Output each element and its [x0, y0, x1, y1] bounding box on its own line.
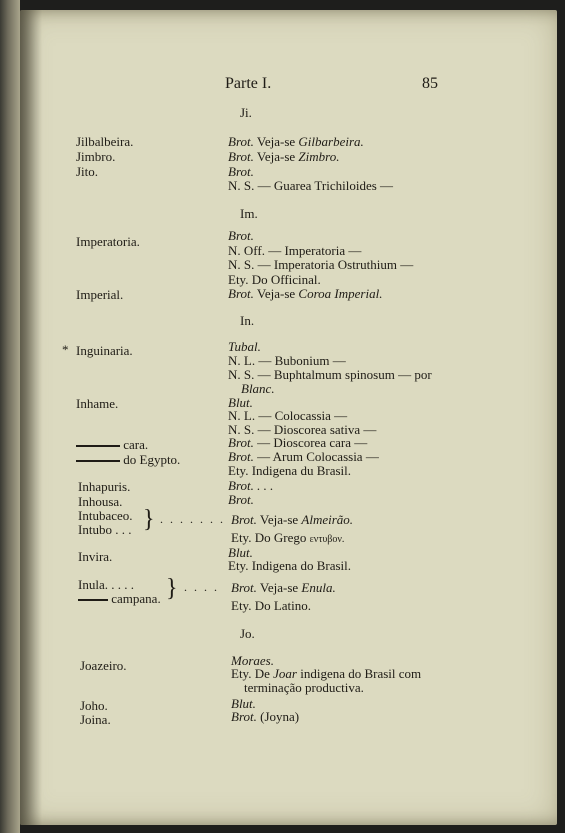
entry-joho: Joho.: [80, 698, 108, 713]
entry-inguinaria: Inguinaria.: [76, 343, 133, 358]
entry-imperatoria: Imperatoria.: [76, 234, 140, 249]
gloss-line-7: N. S. — Imperatoria Ostruthium —: [228, 257, 414, 272]
gloss-line-3: Brot.: [228, 164, 254, 179]
gloss-line-27: Ety. Do Latino.: [231, 598, 312, 613]
page-number: 85: [422, 75, 438, 92]
gloss-line-2: Brot. Veja-se Zimbro.: [228, 149, 340, 164]
gloss-line-25: Ety. Indigena do Brasil.: [228, 558, 351, 573]
gloss-line-16: N. S. — Dioscorea sativa —: [228, 422, 377, 437]
gloss-line-8: Ety. Do Officinal.: [228, 272, 321, 287]
gloss-line-19: Ety. Indigena du Brasil.: [228, 463, 351, 478]
gloss-line-23: Ety. Do Grego εντυβον.: [231, 530, 345, 545]
gloss-line-31: Blut.: [231, 696, 256, 711]
entry-joazeiro: Joazeiro.: [80, 658, 127, 673]
gloss-line-11: N. L. — Bubonium —: [228, 353, 346, 368]
gloss-line-14: Blut.: [228, 395, 253, 410]
entry-inula-campana: campana.: [78, 591, 161, 606]
gloss-line-13: Blanc.: [241, 381, 275, 396]
entry-inula: Inula. . . . .: [78, 577, 134, 592]
entry-inhame-do-egypto: do Egypto.: [76, 452, 180, 467]
section-label-im: Im.: [240, 206, 258, 221]
entry-inhousa: Inhousa.: [78, 494, 123, 509]
previous-page-edge: [0, 0, 20, 833]
entry-intubo: Intubo . . .: [78, 522, 132, 537]
gloss-line-10: Tubal.: [228, 339, 261, 354]
entry-intubaceo: Intubaceo.: [78, 508, 133, 523]
brace-intubo: }: [143, 505, 155, 533]
entry-inhame: Inhame.: [76, 396, 119, 411]
brace-inula: }: [166, 574, 178, 602]
gloss-line-6: N. Off. — Imperatoria —: [228, 243, 362, 258]
entry-inhame-cara: cara.: [76, 437, 148, 452]
gloss-line-21: Brot.: [228, 492, 254, 507]
leader-dots-inula: . . . .: [184, 580, 219, 594]
page-header-title: Parte I.: [225, 75, 272, 92]
gloss-line-5: Brot.: [228, 228, 254, 243]
gloss-line-4: N. S. — Guarea Trichiloides —: [228, 178, 394, 193]
gloss-line-9: Brot. Veja-se Coroa Imperial.: [228, 286, 383, 301]
page-gutter-shadow: [20, 10, 42, 825]
gloss-line-12: N. S. — Buphtalmum spinosum — por: [228, 367, 432, 382]
gloss-line-18: Brot. — Arum Colocassia —: [228, 449, 379, 464]
gloss-line-29: Ety. De Joar indigena do Brasil com: [231, 666, 422, 681]
gloss-line-28: Moraes.: [231, 653, 274, 668]
entry-imperial: Imperial.: [76, 287, 124, 302]
inguinaria-asterisk: *: [62, 342, 69, 357]
gloss-line-32: Brot. (Joyna): [231, 709, 300, 724]
gloss-line-1: Brot. Veja-se Gilbarbeira.: [228, 134, 364, 149]
entry-inhapuris: Inhapuris.: [78, 479, 131, 494]
gloss-line-20: Brot. . . .: [228, 478, 274, 493]
gloss-line-22: Brot. Veja-se Almeirão.: [231, 512, 354, 527]
section-label-jo: Jo.: [240, 626, 255, 641]
section-label-ji: Ji.: [240, 105, 252, 120]
section-label-in: In.: [240, 313, 255, 328]
gloss-line-24: Blut.: [228, 545, 253, 560]
entry-jito: Jito.: [76, 164, 99, 179]
gloss-line-17: Brot. — Dioscorea cara —: [228, 435, 368, 450]
gloss-line-30: terminação productiva.: [244, 680, 364, 695]
entry-jilbalbeira: Jilbalbeira.: [76, 134, 134, 149]
leader-dots-intubo: . . . . . . .: [160, 512, 225, 526]
entry-jimbro: Jimbro.: [76, 149, 116, 164]
entry-joina: Joina.: [80, 712, 111, 727]
gloss-line-26: Brot. Veja-se Enula.: [231, 580, 336, 595]
gloss-line-15: N. L. — Colocassia —: [228, 408, 348, 423]
entry-invira: Invira.: [78, 549, 113, 564]
